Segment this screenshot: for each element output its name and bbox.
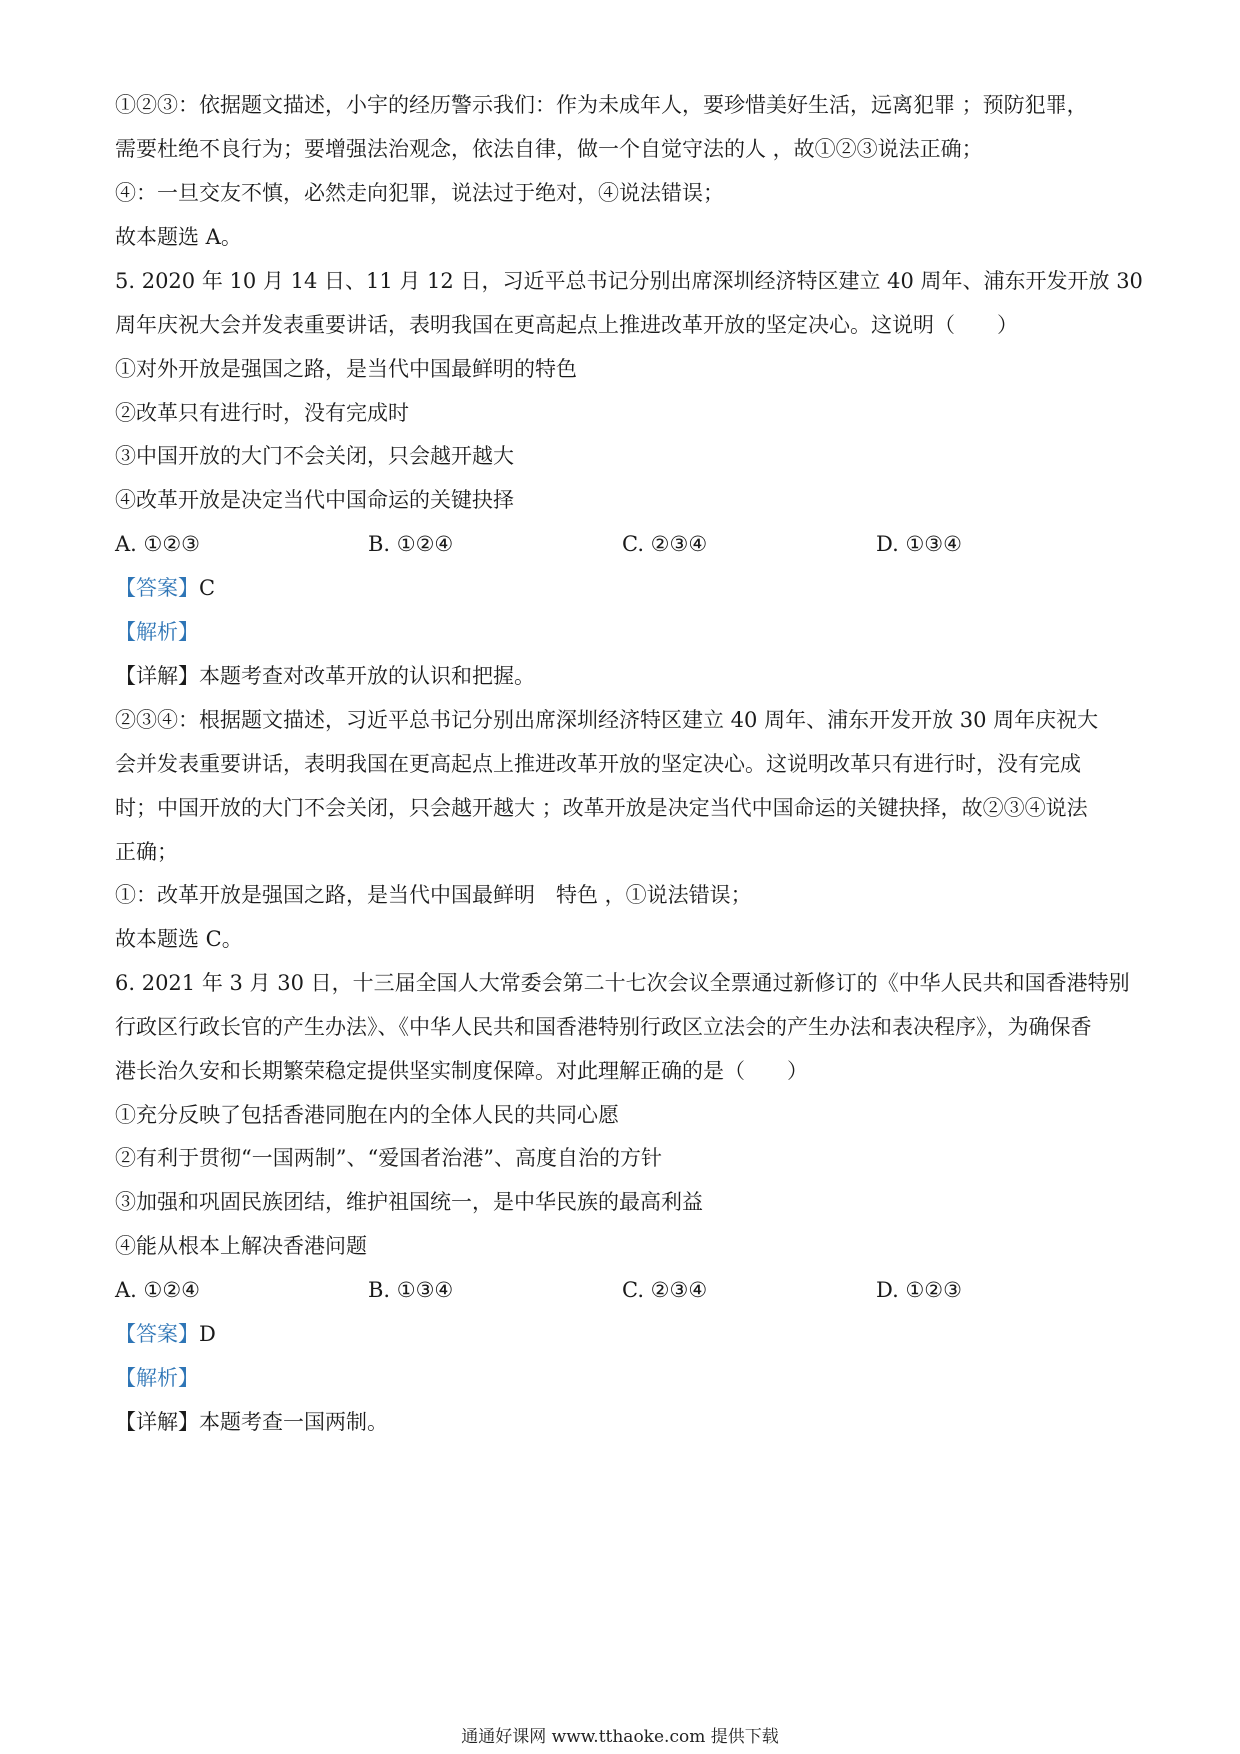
q5-option-a: A. ①②③ [115, 532, 200, 556]
analysis-tag: 【解析】 [115, 620, 199, 644]
answer-value: D [199, 1322, 216, 1346]
answer-tag: 【答案】 [115, 1322, 199, 1346]
q5-item: ①对外开放是强国之路，是当代中国最鲜明的特色 [115, 357, 577, 381]
q6-option-b: B. ①③④ [368, 1278, 454, 1302]
q6-option-c: C. ②③④ [622, 1278, 708, 1302]
q5-item: ④改革开放是决定当代中国命运的关键抉择 [115, 488, 514, 512]
q6-option-d: D. ①②③ [876, 1278, 962, 1302]
detail-text: 本题考查对改革开放的认识和把握。 [199, 664, 535, 688]
q5-detail [115, 661, 1130, 691]
q6-stem-line: 港长治久安和长期繁荣稳定提供坚实制度保障。对此理解正确的是（ ） [115, 1059, 808, 1083]
q6-option-a: A. ①②④ [115, 1278, 200, 1302]
q5-answer [115, 573, 1130, 603]
text-line: 需要杜绝不良行为；要增强法治观念，依法自律，做一个自觉守法的人 ，故①②③说法正确； [115, 137, 983, 161]
text-line: ①②③：依据题文描述，小宇的经历警示我们：作为未成年人，要珍惜美好生活，远离犯罪 ；预防犯罪， [115, 93, 1088, 117]
q5-item: ③中国开放的大门不会关闭，只会越开越大 [115, 444, 514, 468]
text-line: 故本题选 A。 [115, 225, 242, 249]
q6-item: ①充分反映了包括香港同胞在内的全体人民的共同心愿 [115, 1103, 619, 1127]
q5-stem-line: 5. 2020 年 10 月 14 日、11 月 12 日，习近平总书记分别出席深圳经济特区建立 40 周年、浦东开发开放 30 [115, 269, 1143, 293]
q6-stem-line: 6. 2021 年 3 月 30 日，十三届全国人大常委会第二十七次会议全票通过新修订的《中华人民共和国香港特别 [115, 971, 1130, 995]
q5-analysis [115, 617, 1130, 647]
detail-text: 本题考查一国两制。 [199, 1410, 388, 1434]
q5-option-b: B. ①②④ [368, 532, 454, 556]
q6-item: ②有利于贯彻“一国两制”、“爱国者治港”、高度自治的方针 [115, 1146, 662, 1170]
q6-item: ④能从根本上解决香港问题 [115, 1234, 367, 1258]
q6-analysis [115, 1363, 1130, 1393]
q5-explanation-line: 正确； [115, 840, 178, 864]
q6-item: ③加强和巩固民族团结，维护祖国统一，是中华民族的最高利益 [115, 1190, 703, 1214]
q5-explanation-line: ②③④：根据题文描述，习近平总书记分别出席深圳经济特区建立 40 周年、浦东开发开放 30 周年庆祝大 [115, 708, 1099, 732]
text-line: ④：一旦交友不慎，必然走向犯罪，说法过于绝对，④说法错误； [115, 181, 724, 205]
page-footer: 通通好课网 www.tthaoke.com 提供下载 [461, 1727, 779, 1747]
answer-tag: 【答案】 [115, 576, 199, 600]
q5-explanation-line: 故本题选 C。 [115, 927, 243, 951]
detail-tag: 【详解】 [115, 1410, 199, 1434]
detail-tag: 【详解】 [115, 664, 199, 688]
q6-answer [115, 1319, 1130, 1349]
q5-explanation-line: 时；中国开放的大门不会关闭，只会越开越大 ；改革开放是决定当代中国命运的关键抉择，故②③④说法 [115, 796, 1088, 820]
q5-item: ②改革只有进行时，没有完成时 [115, 401, 409, 425]
q5-explanation-line: ①：改革开放是强国之路，是当代中国最鲜明 特色 ，①说法错误； [115, 883, 752, 907]
q6-stem-line: 行政区行政长官的产生办法》、《中华人民共和国香港特别行政区立法会的产生办法和表决程序》，为确保香 [115, 1015, 1092, 1039]
q5-option-d: D. ①③④ [876, 532, 962, 556]
q6-detail [115, 1407, 1130, 1437]
q5-option-c: C. ②③④ [622, 532, 708, 556]
q5-stem-line: 周年庆祝大会并发表重要讲话，表明我国在更高起点上推进改革开放的坚定决心。这说明（ ） [115, 313, 1018, 337]
q5-explanation-line: 会并发表重要讲话，表明我国在更高起点上推进改革开放的坚定决心。这说明改革只有进行时，没有完成 [115, 752, 1081, 776]
answer-value: C [199, 576, 216, 600]
analysis-tag: 【解析】 [115, 1366, 199, 1390]
